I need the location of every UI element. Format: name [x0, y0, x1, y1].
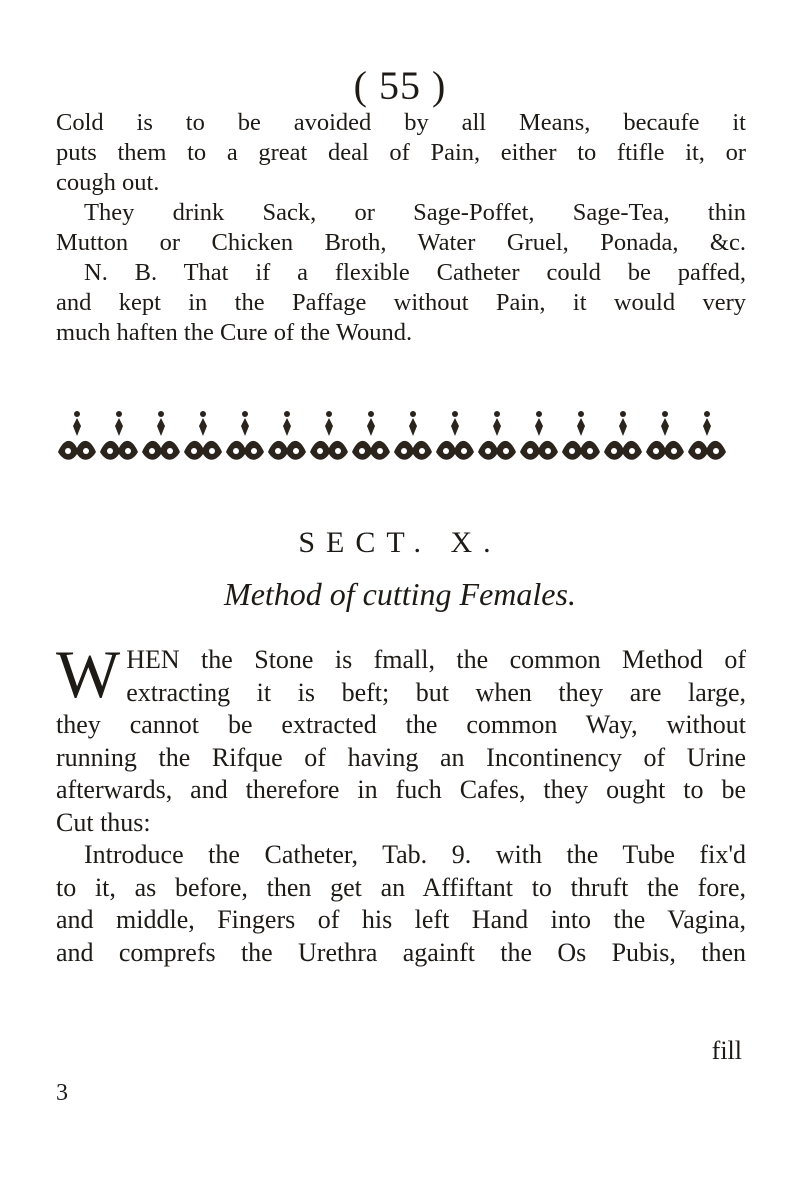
text-line: running the Rifque of having an Incontinency of Urine	[56, 742, 746, 772]
text-line: they cannot be extracted the common Way, without	[56, 710, 746, 739]
text-line: extracting it is beft; but when they are large,	[126, 677, 746, 707]
section-title: Method of cutting Females.	[224, 576, 576, 612]
text-line-nb: N. B. That if a flexible Catheter could be paffed,	[84, 259, 746, 286]
text-line: They drink Sack, or Sage-Poffet, Sage-Tea, thin	[84, 199, 746, 226]
text-line: and kept in the Paffage without Pain, it would very	[56, 289, 746, 316]
catchword: fill	[711, 1036, 742, 1065]
text-line: and comprefs the Urethra againft the Os Pubis, then	[56, 937, 746, 967]
text-line: Cold is to be avoided by all Means, becaufe it	[56, 109, 746, 136]
section-heading: SECT. X.	[298, 526, 502, 559]
paragraph-recovery	[56, 108, 746, 348]
drop-cap: W	[56, 636, 121, 712]
text-line: afterwards, and therefore in fuch Cafes, they ought to be	[56, 775, 746, 804]
text-line: much haften the Cure of the Wound.	[56, 319, 413, 346]
paragraph-method	[56, 636, 746, 969]
ornament-divider	[56, 408, 746, 468]
text-line: cough out.	[56, 169, 160, 196]
text-line: puts them to a great deal of Pain, either to ftifle it, or	[56, 139, 746, 166]
text-line: Introduce the Catheter, Tab. 9. with the Tube fix'd	[84, 840, 746, 869]
text-line: HEN the Stone is fmall, the common Method of	[126, 645, 746, 674]
text-line: Mutton or Chicken Broth, Water Gruel, Ponada, &c.	[56, 229, 746, 256]
text-line: Cut thus:	[56, 807, 151, 837]
page-number: ( 55 )	[353, 63, 447, 108]
text-line: and middle, Fingers of his left Hand into the Vagina,	[56, 905, 746, 934]
signature-mark: 3	[56, 1080, 68, 1106]
text-line: to it, as before, then get an Affiftant to thruft the fore,	[56, 872, 746, 902]
